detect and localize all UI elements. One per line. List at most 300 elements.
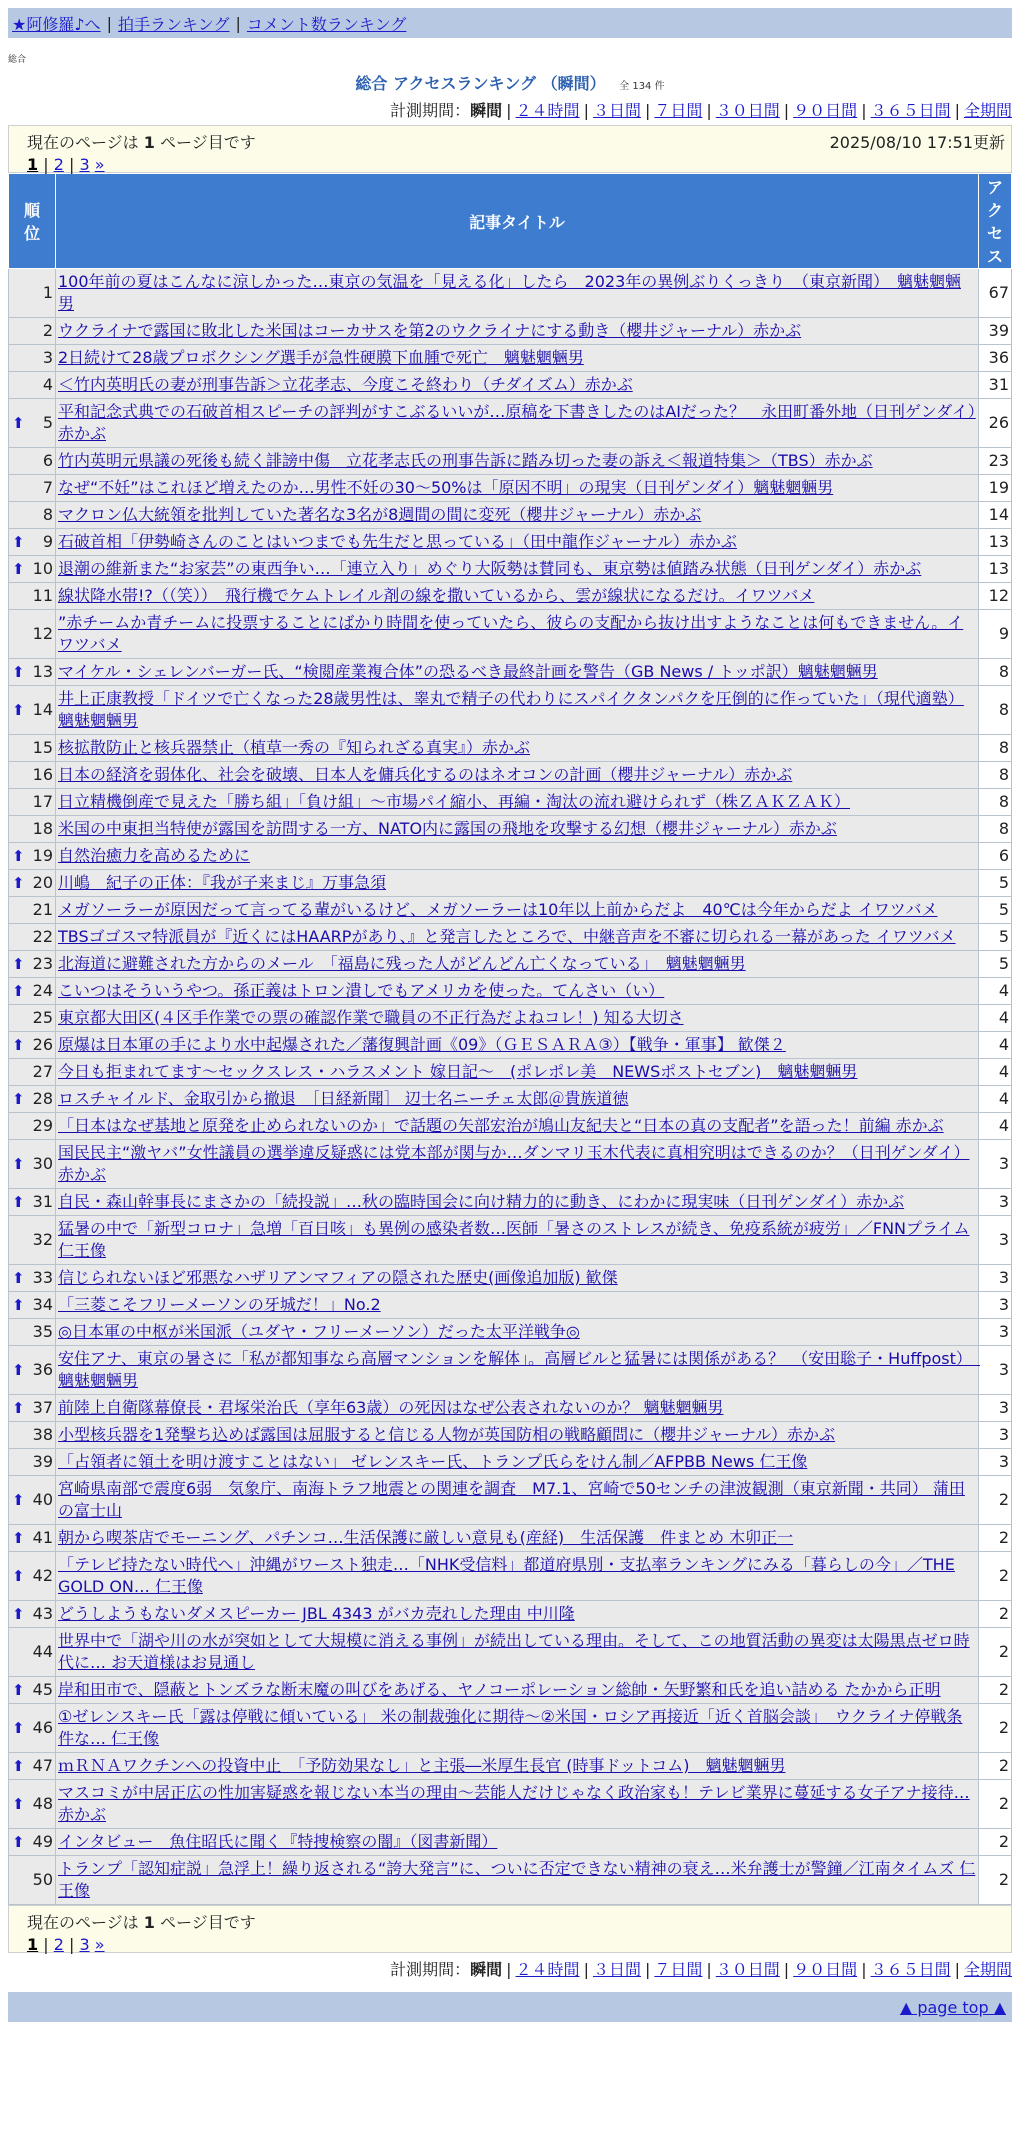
rank-cell: [9, 1753, 56, 1780]
access-count: 3: [979, 1395, 1012, 1422]
table-row: [9, 1628, 1012, 1677]
rank-number: 41: [32, 1528, 53, 1547]
ranking-table: [8, 173, 1012, 1905]
rank-cell: [9, 843, 56, 870]
rank-cell: [9, 1059, 56, 1086]
article-link[interactable]: 竹内英明元県議の死後も続く誹謗中傷 立花孝志氏の刑事告訴に踏み切った妻の訴え＜報道特集＞（TBS）赤かぶ: [58, 451, 873, 470]
period-label: 計測期間：: [390, 101, 471, 120]
title-cell: [56, 762, 979, 789]
period-separator: |: [644, 101, 651, 120]
rank-number: 13: [32, 662, 53, 681]
title-cell: [56, 1265, 979, 1292]
table-row: [9, 448, 1012, 475]
title-cell: [56, 502, 979, 529]
article-link[interactable]: 世界中で「湖や川の水が突如として大規模に消える事例」が続出している理由。そして、この地質活動の異変は太陽黒点ゼロ時代に… お天道様はお見通し: [58, 1631, 970, 1672]
title-cell: [56, 1422, 979, 1449]
period-link[interactable]: ３０日間: [715, 101, 780, 120]
next-page-link[interactable]: »: [94, 155, 105, 174]
rank-cell: [9, 1265, 56, 1292]
title-cell: [56, 556, 979, 583]
access-count: 4: [979, 1086, 1012, 1113]
article-link[interactable]: 北海道に避難された方からのメール 「福島に残った人がどんどん亡くなっている」 魑魅魍魎男: [58, 954, 746, 973]
table-row: [9, 399, 1012, 448]
rank-cell: [9, 870, 56, 897]
page-top-link[interactable]: ▲ page top ▲: [899, 1997, 1006, 2017]
clap-ranking-link[interactable]: 拍手ランキング: [117, 14, 230, 34]
article-link[interactable]: 退潮の維新また“お家芸”の東西争い…「連立入り」めぐり大阪勢は賛同も、東京勢は値踏み状態（日刊ゲンダイ）赤かぶ: [58, 559, 922, 578]
article-link[interactable]: 米国の中東担当特使が露国を訪問する一方、NATO内に露国の飛地を攻撃する幻想（櫻井ジャーナル）赤かぶ: [58, 819, 837, 838]
period-separator: |: [783, 1960, 790, 1979]
page-separator: |: [38, 155, 54, 174]
rank-number: 38: [32, 1425, 53, 1444]
title-cell: [56, 1449, 979, 1476]
period-current: 瞬間: [470, 1960, 503, 1979]
article-link[interactable]: こいつはそういうやつ。孫正義はトロン潰しでもアメリカを使った。てんさい（い）: [58, 981, 665, 1000]
table-row: [9, 1113, 1012, 1140]
rank-number: 49: [32, 1832, 53, 1851]
title-cell: [56, 1552, 979, 1601]
article-link[interactable]: 「三菱こそフリーメーソンの牙城だ！」No.2: [58, 1295, 381, 1314]
access-count: 5: [979, 870, 1012, 897]
title-cell: [56, 529, 979, 556]
article-link[interactable]: マクロン仏大統領を批判していた著名な3名が8週間の間に変死（櫻井ジャーナル）赤かぶ: [58, 505, 702, 524]
table-row: [9, 610, 1012, 659]
article-link[interactable]: 信じられないほど邪悪なハザリアンマフィアの隠された歴史(画像追加版) 歓傑: [58, 1268, 618, 1287]
rank-number: 29: [32, 1116, 53, 1135]
access-count: 8: [979, 659, 1012, 686]
title-cell: [56, 735, 979, 762]
period-link[interactable]: ２４時間: [515, 1960, 580, 1979]
page-current: 1: [27, 1935, 39, 1954]
article-link[interactable]: ◎日本軍の中枢が米国派（ユダヤ・フリーメーソン）だった太平洋戦争◎: [58, 1322, 580, 1341]
access-count: 3: [979, 1449, 1012, 1476]
rank-number: 6: [42, 451, 53, 470]
rank-cell: [9, 1677, 56, 1704]
table-row: [9, 345, 1012, 372]
title-cell: [56, 1677, 979, 1704]
rank-cell: [9, 978, 56, 1005]
period-separator: |: [583, 101, 589, 120]
page-links: [27, 1935, 1003, 1954]
rank-number: 21: [32, 900, 53, 919]
page-links: [27, 155, 1003, 174]
title-cell: [56, 1704, 979, 1753]
access-header: アク セス: [979, 174, 1012, 269]
up-arrow-icon: ⬆: [12, 1567, 25, 1585]
rank-number: 5: [42, 413, 53, 432]
table-row: [9, 1829, 1012, 1856]
title-cell: [56, 870, 979, 897]
pager-top: [8, 125, 1012, 173]
title-cell: [56, 816, 979, 843]
article-link[interactable]: 石破首相「伊勢崎さんのことはいつまでも先生だと思っている」（田中龍作ジャーナル）赤かぶ: [58, 532, 737, 551]
article-link[interactable]: 岸和田市で、隠蔽とトンズラな断末魔の叫びをあげる、ヤノコーポレーション総帥・矢野繁和氏を追い詰める たかから正明: [58, 1680, 941, 1699]
table-row: [9, 1780, 1012, 1829]
table-row: [9, 583, 1012, 610]
title-cell: [56, 1601, 979, 1628]
up-arrow-icon: ⬆: [12, 1681, 25, 1699]
article-link[interactable]: 平和記念式典での石破首相スピーチの評判がすこぶるいいが…原稿を下書きしたのはAIだった？ 永田町番外地（日刊ゲンダイ）赤かぶ: [58, 402, 976, 443]
article-link[interactable]: トランプ「認知症説」急浮上！繰り返される“誇大発言”に、ついに否定できない精神の衰え…米弁護士が警鐘／江南タイムズ 仁王像: [58, 1859, 976, 1900]
period-link[interactable]: ３０日間: [715, 1960, 780, 1979]
rank-number: 25: [32, 1008, 53, 1027]
access-count: 2: [979, 1628, 1012, 1677]
article-link[interactable]: 猛暑の中で「新型コロナ」急増「百日咳」も異例の感染者数…医師「暑さのストレスが続き、免疫系統が疲労」／FNNプライム 仁王像: [58, 1219, 970, 1260]
period-link[interactable]: ７日間: [654, 1960, 703, 1979]
article-link[interactable]: 宮崎県南部で震度6弱 気象庁、南海トラフ地震との関連を調査 M7.1、宮崎で50センチの津波観測（東京新聞・共同） 蒲田の富士山: [58, 1479, 965, 1520]
access-count: 4: [979, 1113, 1012, 1140]
category-label: 総合: [8, 55, 27, 65]
period-separator: |: [954, 1960, 960, 1979]
home-link[interactable]: ★阿修羅♪へ: [12, 14, 101, 34]
title-cell: [56, 1059, 979, 1086]
page-current: 1: [27, 155, 39, 174]
title-cell: [56, 1292, 979, 1319]
article-link[interactable]: 東京都大田区(４区手作業での票の確認作業で職員の不正行為だよねコレ！) 知る大切さ: [58, 1008, 684, 1027]
page-info: 現在のページは 1 ページ目です: [27, 1913, 256, 1932]
up-arrow-icon: ⬆: [12, 414, 25, 432]
article-link[interactable]: 小型核兵器を1発撃ち込めば露国は屈服すると信じる人物が英国防相の戦略顧問に（櫻井ジャーナル）赤かぶ: [58, 1425, 836, 1444]
table-row: [9, 1601, 1012, 1628]
table-row: [9, 978, 1012, 1005]
access-count: 8: [979, 762, 1012, 789]
page-link[interactable]: 3: [79, 155, 90, 174]
rank-number: 16: [32, 765, 53, 784]
access-count: 2: [979, 1525, 1012, 1552]
up-arrow-icon: ⬆: [12, 1399, 25, 1417]
article-link[interactable]: ｍＲＮＡワクチンへの投資中止 「予防効果なし」と主張―米厚生長官 (時事ドットコム) 魑魅魍魎男: [58, 1756, 786, 1775]
table-row: [9, 870, 1012, 897]
article-link[interactable]: ＜竹内英明氏の妻が刑事告訴＞立花孝志、今度こそ終わり（チダイズム）赤かぶ: [58, 375, 633, 394]
article-link[interactable]: 「テレビ持たない時代へ」沖縄がワースト独走…「NHK受信料」都道府県別・支払率ランキングにみる「暮らしの今」／THE GOLD ON… 仁王像: [58, 1555, 955, 1596]
rank-number: 31: [32, 1192, 53, 1211]
rank-number: 12: [32, 624, 53, 643]
table-row: [9, 475, 1012, 502]
up-arrow-icon: ⬆: [12, 1833, 25, 1851]
title-cell: [56, 789, 979, 816]
rank-number: 32: [32, 1230, 53, 1249]
access-count: 4: [979, 1032, 1012, 1059]
table-row: [9, 1525, 1012, 1552]
period-separator: |: [954, 101, 960, 120]
access-count: 2: [979, 1856, 1012, 1905]
rank-number: 34: [32, 1295, 53, 1314]
article-link[interactable]: インタビュー 魚住昭氏に聞く『特捜検察の闇』（図書新聞）: [58, 1832, 498, 1851]
period-separator: |: [706, 101, 712, 120]
period-link[interactable]: ３日間: [592, 101, 641, 120]
up-arrow-icon: ⬆: [12, 955, 25, 973]
comment-ranking-link[interactable]: コメント数ランキング: [246, 14, 407, 34]
access-count: 8: [979, 789, 1012, 816]
rank-cell: [9, 816, 56, 843]
up-arrow-icon: ⬆: [12, 663, 25, 681]
article-link[interactable]: どうしようもないダメスピーカー JBL 4343 がバカ売れした理由 中川隆: [58, 1604, 575, 1623]
rank-number: 8: [42, 505, 53, 524]
table-row: [9, 951, 1012, 978]
rank-cell: [9, 1292, 56, 1319]
rank-cell: [9, 1005, 56, 1032]
title-cell: [56, 951, 979, 978]
period-link[interactable]: 全期間: [963, 1960, 1012, 1979]
up-arrow-icon: ⬆: [12, 533, 25, 551]
article-link[interactable]: 前陸上自衛隊幕僚長・君塚栄治氏（享年63歳）の死因はなぜ公表されないのか？ 魑魅魍魎男: [58, 1398, 724, 1417]
period-separator: |: [506, 101, 512, 120]
rank-cell: [9, 789, 56, 816]
article-link[interactable]: マスコミが中居正広の性加害疑惑を報じない本当の理由～芸能人だけじゃなく政治家も！テレビ業界に蔓延する女子アナ接待…赤かぶ: [58, 1783, 970, 1824]
period-link[interactable]: ９０日間: [793, 1960, 858, 1979]
period-link[interactable]: ３日間: [592, 1960, 641, 1979]
rank-cell: [9, 1395, 56, 1422]
rank-cell: [9, 1086, 56, 1113]
rank-cell: [9, 1346, 56, 1395]
up-arrow-icon: ⬆: [12, 1269, 25, 1287]
access-count: 8: [979, 816, 1012, 843]
title-cell: [56, 1140, 979, 1189]
article-link[interactable]: 朝から喫茶店でモーニング、パチンコ…生活保護に厳しい意見も(産経) 生活保護 件まとめ 木卯正一: [58, 1528, 794, 1547]
page-separator: |: [38, 1935, 54, 1954]
access-count: 2: [979, 1829, 1012, 1856]
access-count: 31: [979, 372, 1012, 399]
up-arrow-icon: ⬆: [12, 847, 25, 865]
access-count: 12: [979, 583, 1012, 610]
up-arrow-icon: ⬆: [12, 874, 25, 892]
rank-number: 42: [32, 1566, 53, 1585]
rank-number: 35: [32, 1322, 53, 1341]
rank-cell: [9, 1525, 56, 1552]
table-row: [9, 1189, 1012, 1216]
article-link[interactable]: 100年前の夏はこんなに涼しかった…東京の気温を「見える化」したら 2023年の異例ぶりくっきり （東京新聞） 魑魅魍魎男: [58, 272, 961, 313]
article-link[interactable]: 自然治癒力を高めるために: [58, 846, 251, 865]
rank-cell: [9, 610, 56, 659]
access-count: 5: [979, 897, 1012, 924]
table-row: [9, 269, 1012, 318]
up-arrow-icon: ⬆: [12, 1361, 25, 1379]
access-count: 13: [979, 529, 1012, 556]
rank-cell: [9, 1780, 56, 1829]
table-row: [9, 502, 1012, 529]
title-cell: [56, 686, 979, 735]
rank-number: 26: [32, 1035, 53, 1054]
table-row: [9, 816, 1012, 843]
access-count: 36: [979, 345, 1012, 372]
article-link[interactable]: 自民・森山幹事長にまさかの「続投説」…秋の臨時国会に向け精力的に動き、にわかに現実味（日刊ゲンダイ）赤かぶ: [58, 1192, 905, 1211]
article-link[interactable]: 国民民主“激ヤバ”女性議員の選挙違反疑惑には党本部が関与か…ダンマリ玉木代表に真相究明はできるのか？（日刊ゲンダイ）赤かぶ: [58, 1143, 970, 1184]
article-link[interactable]: 今日も拒まれてます～セックスレス・ハラスメント 嫁日記～ (ポレポレ美 NEWSポストセブン) 魑魅魍魎男: [58, 1062, 858, 1081]
table-row: [9, 1552, 1012, 1601]
article-link[interactable]: 核拡散防止と核兵器禁止（植草一秀の『知られざる真実』）赤かぶ: [58, 738, 531, 757]
rank-number: 50: [32, 1870, 53, 1889]
title-header: 記事タイトル: [56, 174, 979, 269]
rank-cell: [9, 735, 56, 762]
rank-number: 11: [32, 586, 53, 605]
rank-cell: [9, 1189, 56, 1216]
access-count: 23: [979, 448, 1012, 475]
rank-number: 44: [32, 1642, 53, 1661]
page-separator: |: [63, 155, 80, 174]
article-link[interactable]: 日本の経済を弱体化、社会を破壊、日本人を傭兵化するのはネオコンの計画（櫻井ジャーナル）赤かぶ: [58, 765, 793, 784]
table-row: [9, 1216, 1012, 1265]
access-count: 4: [979, 1005, 1012, 1032]
period-link[interactable]: ９０日間: [793, 101, 858, 120]
table-row: [9, 1140, 1012, 1189]
rank-cell: [9, 762, 56, 789]
page-info: 現在のページは 1 ページ目です: [27, 133, 256, 152]
article-link[interactable]: 「日本はなぜ基地と原発を止められないのか」で話題の矢部宏治が鳩山友紀夫と“日本の真の支配者”を語った！前編 赤かぶ: [58, 1116, 944, 1135]
period-separator: |: [706, 1960, 712, 1979]
article-link[interactable]: 川嶋 紀子の正体：『我が子来まじ』万事急須: [58, 873, 387, 892]
article-link[interactable]: 線状降水帯!?（（笑）） 飛行機でケムトレイル剤の線を撒いているから、雲が線状になるだけ。イワツバメ: [58, 586, 815, 605]
table-row: [9, 1476, 1012, 1525]
table-row: [9, 924, 1012, 951]
rank-number: 17: [32, 792, 53, 811]
rank-number: 28: [32, 1089, 53, 1108]
access-count: 2: [979, 1780, 1012, 1829]
up-arrow-icon: ⬆: [12, 1193, 25, 1211]
rank-cell: [9, 1628, 56, 1677]
period-separator: |: [583, 1960, 589, 1979]
table-row: [9, 318, 1012, 345]
title-cell: [56, 372, 979, 399]
rank-cell: [9, 1319, 56, 1346]
title-cell: [56, 1395, 979, 1422]
page-link[interactable]: 2: [53, 155, 64, 174]
nav-separator: |: [106, 13, 112, 33]
up-arrow-icon: ⬆: [12, 1719, 25, 1737]
title-cell: [56, 1113, 979, 1140]
rank-number: 4: [42, 375, 53, 394]
rank-number: 10: [32, 559, 53, 578]
rank-cell: [9, 318, 56, 345]
rank-number: 33: [32, 1268, 53, 1287]
access-count: 13: [979, 556, 1012, 583]
table-row: [9, 1292, 1012, 1319]
updated-time: 2025/08/10 17:51更新: [829, 133, 1005, 152]
article-link[interactable]: メガソーラーが原因だって言ってる輩がいるけど、メガソーラーは10年以上前からだよ 40℃は今年からだよ イワツバメ: [58, 900, 938, 919]
table-row: [9, 789, 1012, 816]
next-page-link[interactable]: »: [94, 1935, 105, 1954]
title-cell: [56, 583, 979, 610]
access-count: 2: [979, 1753, 1012, 1780]
top-nav: [8, 8, 1012, 38]
table-row: [9, 1677, 1012, 1704]
table-row: [9, 1704, 1012, 1753]
page-link[interactable]: 2: [53, 1935, 64, 1954]
access-count: 3: [979, 1422, 1012, 1449]
rank-cell: [9, 1829, 56, 1856]
rank-cell: [9, 1704, 56, 1753]
rank-cell: [9, 1140, 56, 1189]
total-count: 全 134 件: [619, 81, 665, 92]
rank-cell: [9, 269, 56, 318]
up-arrow-icon: ⬆: [12, 560, 25, 578]
rank-cell: [9, 686, 56, 735]
title-cell: [56, 345, 979, 372]
bottom-nav: [8, 1992, 1012, 2022]
title-cell: [56, 1476, 979, 1525]
table-row: [9, 1005, 1012, 1032]
access-count: 8: [979, 735, 1012, 762]
title-cell: [56, 1628, 979, 1677]
article-link[interactable]: ウクライナで露国に敗北した米国はコーカサスを第2のウクライナにする動き（櫻井ジャーナル）赤かぶ: [58, 321, 802, 340]
page-title: [0, 71, 1020, 94]
title-cell: [56, 1319, 979, 1346]
rank-number: 23: [32, 954, 53, 973]
rank-number: 1: [42, 283, 53, 302]
article-link[interactable]: 安住アナ、東京の暑さに「私が都知事なら高層マンションを解体」。高層ビルと猛暑には関係がある？ （安田聡子・Huffpost） 魑魅魍魎男: [58, 1349, 980, 1390]
table-row: [9, 1395, 1012, 1422]
table-row: [9, 843, 1012, 870]
up-arrow-icon: ⬆: [12, 1795, 25, 1813]
article-link[interactable]: TBSゴゴスマ特派員が『近くにはHAARPがあり、』と発言したところで、中継音声を不審に切られる一幕があった イワツバメ: [58, 927, 956, 946]
rank-cell: [9, 448, 56, 475]
period-link[interactable]: ７日間: [654, 101, 703, 120]
rank-cell: [9, 1216, 56, 1265]
rank-number: 39: [32, 1452, 53, 1471]
title-cell: [56, 1216, 979, 1265]
up-arrow-icon: ⬆: [12, 1529, 25, 1547]
rank-number: 27: [32, 1062, 53, 1081]
article-link[interactable]: ”赤チームか青チームに投票することにばかり時間を使っていたら、彼らの支配から抜け出すようなことは何もできません。イワツバメ: [58, 613, 964, 654]
access-count: 3: [979, 1319, 1012, 1346]
title-cell: [56, 1005, 979, 1032]
title-cell: [56, 659, 979, 686]
up-arrow-icon: ⬆: [12, 1605, 25, 1623]
period-link[interactable]: 全期間: [963, 101, 1012, 120]
rank-cell: [9, 1856, 56, 1905]
table-row: [9, 1346, 1012, 1395]
period-link[interactable]: ３６５日間: [870, 1960, 951, 1979]
rank-cell: [9, 951, 56, 978]
article-link[interactable]: 「占領者に領土を明け渡すことはない」 ゼレンスキー氏、トランプ氏らをけん制／AFPBB News 仁王像: [58, 1452, 808, 1471]
access-count: 14: [979, 502, 1012, 529]
access-count: 9: [979, 610, 1012, 659]
access-count: 2: [979, 1601, 1012, 1628]
up-arrow-icon: ⬆: [12, 1296, 25, 1314]
table-row: [9, 372, 1012, 399]
rank-cell: [9, 659, 56, 686]
rank-number: 40: [32, 1490, 53, 1509]
page-link[interactable]: 3: [79, 1935, 90, 1954]
access-count: 2: [979, 1476, 1012, 1525]
rank-cell: [9, 475, 56, 502]
access-count: 5: [979, 951, 1012, 978]
article-link[interactable]: 日立精機倒産で見えた「勝ち組」「負け組」～市場パイ縮小、再編・淘汰の流れ避けられず（株ＺＡＫＺＡＫ）: [58, 792, 851, 811]
period-current: 瞬間: [470, 101, 503, 120]
up-arrow-icon: ⬆: [12, 1491, 25, 1509]
title-cell: [56, 1856, 979, 1905]
article-link[interactable]: 2日続けて28歳プロボクシング選手が急性硬膜下血腫で死亡 魑魅魍魎男: [58, 348, 584, 367]
article-link[interactable]: ロスチャイルド、金取引から撤退 ［日経新聞］ 辺士名ニーチェ太郎＠貴族道徳: [58, 1089, 629, 1108]
up-arrow-icon: ⬆: [12, 1090, 25, 1108]
table-row: [9, 556, 1012, 583]
article-link[interactable]: ①ゼレンスキー氏「露は停戦に傾いている」 米の制裁強化に期待～②米国・ロシア再接近「近く首脳会談」 ウクライナ停戦条件な… 仁王像: [58, 1707, 963, 1748]
article-link[interactable]: なぜ“不妊”はこれほど増えたのか…男性不妊の30～50%は「原因不明」の現実（日刊ゲンダイ）魑魅魍魎男: [58, 478, 834, 497]
rank-cell: [9, 1032, 56, 1059]
title-cell: [56, 897, 979, 924]
table-row: [9, 735, 1012, 762]
access-count: 67: [979, 269, 1012, 318]
rank-cell: [9, 1422, 56, 1449]
period-link[interactable]: ２４時間: [515, 101, 580, 120]
rank-header: 順 位: [9, 174, 56, 269]
up-arrow-icon: ⬆: [12, 982, 25, 1000]
article-link[interactable]: 井上正康教授「ドイツで亡くなった28歳男性は、睾丸で精子の代わりにスパイクタンパクを圧倒的に作っていた」（現代適塾）魑魅魍魎男: [58, 689, 964, 730]
rank-cell: [9, 583, 56, 610]
article-link[interactable]: 原爆は日本軍の手により水中起爆された／藩復興計画《09》（ＧＥＳＡＲＡ③）【戦争・軍事】 歓傑２: [58, 1035, 786, 1054]
rank-cell: [9, 556, 56, 583]
period-link[interactable]: ３６５日間: [870, 101, 951, 120]
article-link[interactable]: マイケル・シェレンバーガー氏、“検閲産業複合体”の恐るべき最終計画を警告（GB News / トッポ訳）魑魅魍魎男: [58, 662, 878, 681]
